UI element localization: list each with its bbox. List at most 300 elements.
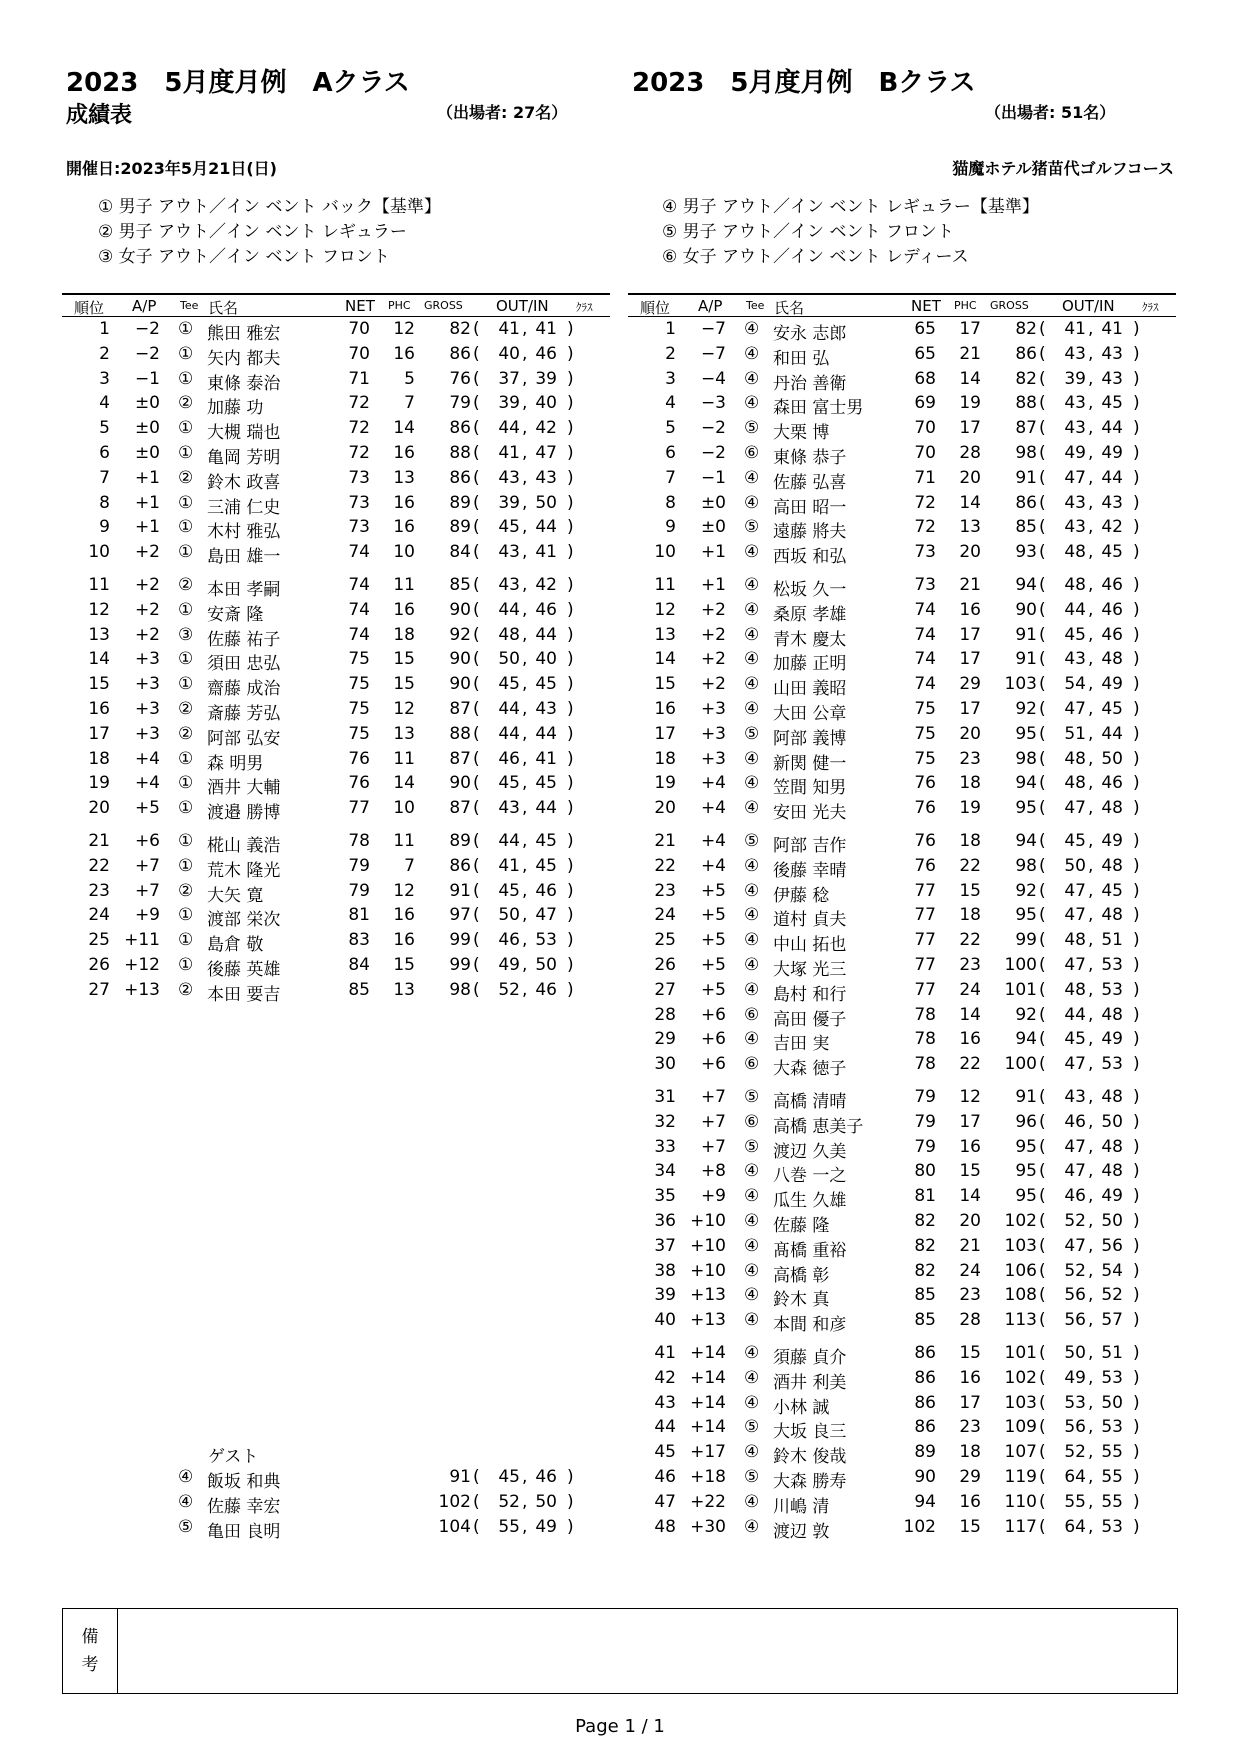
out-cell: 64 xyxy=(1064,1467,1086,1487)
tee-cell: ④ xyxy=(744,492,760,513)
ap-cell: +7 xyxy=(700,1111,726,1132)
remarks-box xyxy=(62,1608,1178,1694)
name-cell: 佐藤 弘喜 xyxy=(773,472,847,493)
paren-open: ( xyxy=(473,723,480,744)
rank-cell: 20 xyxy=(654,798,676,819)
table-row xyxy=(628,343,1176,368)
net-cell: 74 xyxy=(348,542,370,563)
paren-open: ( xyxy=(1039,418,1046,439)
comma: , xyxy=(522,855,528,876)
paren-close: ) xyxy=(1133,368,1140,389)
tee-cell: ① xyxy=(178,542,194,563)
name-cell: 須田 忠弘 xyxy=(207,654,281,675)
tee-cell: ① xyxy=(178,649,194,670)
table-row xyxy=(628,1004,1176,1029)
net-cell: 81 xyxy=(914,1186,936,1207)
gross-cell: 97 xyxy=(449,905,471,926)
net-cell: 86 xyxy=(914,1417,936,1438)
net-cell: 82 xyxy=(914,1235,936,1256)
ap-cell: +1 xyxy=(700,542,726,563)
net-cell: 90 xyxy=(914,1467,936,1487)
name-cell: 東條 泰治 xyxy=(207,373,281,394)
table-row xyxy=(62,417,610,442)
guest-row xyxy=(62,1491,610,1516)
ap-cell: +11 xyxy=(124,930,160,951)
net-cell: 79 xyxy=(914,1087,936,1107)
comma: , xyxy=(522,1467,528,1487)
ap-cell: +7 xyxy=(134,855,160,876)
ap-cell: −7 xyxy=(700,319,726,339)
in-cell: 46 xyxy=(535,979,557,1000)
in-cell: 44 xyxy=(1101,418,1123,439)
rank-cell: 24 xyxy=(654,905,676,926)
paren-open: ( xyxy=(1039,393,1046,414)
tee-cell: ④ xyxy=(744,979,760,1000)
out-cell: 48 xyxy=(498,624,520,645)
ap-cell: +5 xyxy=(700,880,726,901)
phc-cell: 15 xyxy=(393,955,415,975)
gross-cell: 99 xyxy=(1015,930,1037,951)
tee-cell: ④ xyxy=(178,1467,194,1487)
table-row xyxy=(628,1053,1176,1078)
paren-close: ) xyxy=(1133,599,1140,620)
rank-cell: 12 xyxy=(88,599,110,620)
paren-open: ( xyxy=(473,1491,480,1512)
paren-open: ( xyxy=(1039,905,1046,926)
tee-cell: ④ xyxy=(744,649,760,670)
tee-cell: ④ xyxy=(744,599,760,620)
in-cell: 53 xyxy=(1101,1516,1123,1537)
tee-cell: ④ xyxy=(744,1442,760,1463)
phc-cell: 17 xyxy=(959,418,981,439)
paren-close: ) xyxy=(1133,542,1140,563)
rank-cell: 13 xyxy=(654,624,676,645)
paren-open: ( xyxy=(1039,1516,1046,1537)
name-cell: 佐藤 幸宏 xyxy=(207,1496,281,1517)
ap-cell: −3 xyxy=(700,393,726,414)
phc-cell: 23 xyxy=(959,955,981,975)
ap-cell: +3 xyxy=(700,699,726,719)
in-cell: 55 xyxy=(1101,1467,1123,1487)
ap-cell: +3 xyxy=(700,748,726,769)
paren-close: ) xyxy=(567,467,574,488)
paren-open: ( xyxy=(473,674,480,695)
in-cell: 45 xyxy=(535,855,557,876)
phc-cell: 22 xyxy=(959,930,981,951)
tee-cell: ④ xyxy=(744,1161,760,1182)
rank-cell: 20 xyxy=(88,798,110,819)
phc-cell: 15 xyxy=(393,674,415,695)
rank-cell: 23 xyxy=(654,880,676,901)
class-a-entrants: （出場者: 27名） xyxy=(437,103,568,122)
guest-row xyxy=(62,1516,610,1541)
gross-cell: 92 xyxy=(1015,880,1037,901)
out-cell: 56 xyxy=(1064,1285,1086,1306)
net-cell: 70 xyxy=(348,343,370,364)
table-row xyxy=(62,772,610,797)
ap-cell: +4 xyxy=(700,855,726,876)
phc-cell: 14 xyxy=(393,418,415,439)
table-row xyxy=(62,624,610,649)
in-cell: 43 xyxy=(1101,368,1123,389)
in-cell: 50 xyxy=(1101,1111,1123,1132)
comma: , xyxy=(522,343,528,364)
paren-close: ) xyxy=(1133,1343,1140,1363)
in-cell: 47 xyxy=(535,905,557,926)
rank-cell: 15 xyxy=(88,674,110,695)
ap-cell: +3 xyxy=(134,723,160,744)
comma: , xyxy=(522,599,528,620)
out-cell: 40 xyxy=(498,343,520,364)
paren-open: ( xyxy=(473,1467,480,1487)
rank-cell: 19 xyxy=(88,773,110,794)
ap-cell: +1 xyxy=(134,492,160,513)
class-a-subtitle: 成績表 xyxy=(66,103,133,128)
tee-cell: ① xyxy=(178,599,194,620)
out-cell: 43 xyxy=(1064,343,1086,364)
paren-open: ( xyxy=(1039,1211,1046,1231)
net-cell: 77 xyxy=(348,798,370,819)
gross-cell: 85 xyxy=(1015,517,1037,538)
out-cell: 53 xyxy=(1064,1392,1086,1413)
gross-cell: 109 xyxy=(1004,1417,1037,1438)
gross-cell: 110 xyxy=(1004,1491,1037,1512)
rank-cell: 30 xyxy=(654,1054,676,1075)
tee-cell: ① xyxy=(178,418,194,439)
ap-cell: +18 xyxy=(690,1467,726,1487)
net-cell: 81 xyxy=(348,905,370,926)
paren-open: ( xyxy=(473,773,480,794)
event-date: 開催日:2023年5月21日(日) xyxy=(66,159,277,178)
paren-open: ( xyxy=(1039,649,1046,670)
table-row xyxy=(628,392,1176,417)
gross-cell: 91 xyxy=(1015,467,1037,488)
comma: , xyxy=(1088,855,1094,876)
paren-close: ) xyxy=(1133,930,1140,951)
tee-cell: ④ xyxy=(744,575,760,595)
name-cell: 吉田 実 xyxy=(773,1034,830,1055)
table-row xyxy=(628,1367,1176,1392)
name-cell: 島田 雄一 xyxy=(207,547,281,568)
ap-cell: +3 xyxy=(134,674,160,695)
table-row xyxy=(628,318,1176,343)
comma: , xyxy=(522,368,528,389)
name-cell: 本田 要吉 xyxy=(207,984,281,1005)
tee-cell: ① xyxy=(178,831,194,851)
col-outin: OUT/IN xyxy=(1062,297,1115,315)
out-cell: 44 xyxy=(498,831,520,851)
rank-cell: 36 xyxy=(654,1211,676,1231)
paren-close: ) xyxy=(1133,517,1140,538)
gross-cell: 102 xyxy=(438,1491,471,1512)
table-row xyxy=(628,1491,1176,1516)
net-cell: 71 xyxy=(914,467,936,488)
name-cell: 安斎 隆 xyxy=(207,604,264,625)
tee-cell: ⑥ xyxy=(744,1004,760,1025)
rank-cell: 40 xyxy=(654,1310,676,1331)
paren-open: ( xyxy=(473,517,480,538)
ap-cell: −7 xyxy=(700,343,726,364)
paren-close: ) xyxy=(567,1467,574,1487)
net-cell: 82 xyxy=(914,1211,936,1231)
paren-open: ( xyxy=(473,831,480,851)
paren-open: ( xyxy=(473,699,480,719)
comma: , xyxy=(1088,1367,1094,1388)
ap-cell: ±0 xyxy=(134,393,160,414)
out-cell: 39 xyxy=(1064,368,1086,389)
ap-cell: +2 xyxy=(134,599,160,620)
paren-close: ) xyxy=(1133,1161,1140,1182)
net-cell: 85 xyxy=(348,979,370,1000)
name-cell: 木村 雅弘 xyxy=(207,522,281,543)
rank-cell: 19 xyxy=(654,773,676,794)
paren-close: ) xyxy=(567,1516,574,1537)
out-cell: 55 xyxy=(498,1516,520,1537)
tee-cell: ⑥ xyxy=(744,1054,760,1075)
phc-cell: 14 xyxy=(959,1004,981,1025)
name-cell: 渡辺 敦 xyxy=(773,1521,830,1542)
gross-cell: 89 xyxy=(449,492,471,513)
col-tee: Tee xyxy=(180,299,199,312)
gross-cell: 103 xyxy=(1004,1235,1037,1256)
net-cell: 75 xyxy=(348,674,370,695)
ap-cell: +3 xyxy=(700,723,726,744)
rank-cell: 43 xyxy=(654,1392,676,1413)
paren-open: ( xyxy=(473,624,480,645)
in-cell: 46 xyxy=(1101,773,1123,794)
gross-cell: 103 xyxy=(1004,674,1037,695)
paren-close: ) xyxy=(1133,1417,1140,1438)
phc-cell: 18 xyxy=(959,1442,981,1463)
gross-cell: 102 xyxy=(1004,1367,1037,1388)
net-cell: 75 xyxy=(914,699,936,719)
ap-cell: +4 xyxy=(700,798,726,819)
rank-cell: 10 xyxy=(88,542,110,563)
paren-close: ) xyxy=(1133,955,1140,975)
net-cell: 76 xyxy=(348,748,370,769)
phc-cell: 20 xyxy=(959,723,981,744)
rank-cell: 2 xyxy=(99,343,110,364)
tee-cell: ⑤ xyxy=(744,1136,760,1157)
in-cell: 52 xyxy=(1101,1285,1123,1306)
out-cell: 50 xyxy=(1064,855,1086,876)
tee-cell: ① xyxy=(178,368,194,389)
comma: , xyxy=(1088,1004,1094,1025)
phc-cell: 7 xyxy=(404,855,415,876)
rank-cell: 16 xyxy=(88,699,110,719)
gross-cell: 95 xyxy=(1015,1161,1037,1182)
in-cell: 47 xyxy=(535,443,557,463)
paren-close: ) xyxy=(567,517,574,538)
table-row xyxy=(628,772,1176,797)
net-cell: 74 xyxy=(348,575,370,595)
rank-cell: 26 xyxy=(654,955,676,975)
ap-cell: +13 xyxy=(690,1310,726,1331)
in-cell: 46 xyxy=(535,880,557,901)
comma: , xyxy=(522,798,528,819)
gross-cell: 93 xyxy=(1015,542,1037,563)
comma: , xyxy=(1088,1285,1094,1306)
in-cell: 49 xyxy=(1101,831,1123,851)
name-cell: 安永 志郎 xyxy=(773,324,847,344)
in-cell: 45 xyxy=(1101,699,1123,719)
paren-open: ( xyxy=(1039,1029,1046,1050)
paren-close: ) xyxy=(567,368,574,389)
name-cell: 小林 誠 xyxy=(773,1397,830,1418)
paren-close: ) xyxy=(1133,1136,1140,1157)
tee-cell: ④ xyxy=(178,1491,194,1512)
paren-open: ( xyxy=(1039,798,1046,819)
tee-cell: ④ xyxy=(744,1310,760,1331)
tee-cell: ⑤ xyxy=(744,517,760,538)
name-cell: 亀岡 芳明 xyxy=(207,448,281,468)
name-cell: 矢内 都夫 xyxy=(207,348,281,369)
out-cell: 52 xyxy=(1064,1260,1086,1281)
net-cell: 102 xyxy=(903,1516,936,1537)
paren-close: ) xyxy=(567,979,574,1000)
net-cell: 74 xyxy=(348,624,370,645)
table-row xyxy=(628,830,1176,855)
col-rank: 順位 xyxy=(640,299,671,317)
comma: , xyxy=(1088,1516,1094,1537)
paren-close: ) xyxy=(1133,831,1140,851)
ap-cell: +1 xyxy=(700,575,726,595)
tee-cell: ④ xyxy=(744,1029,760,1050)
name-cell: 本田 孝嗣 xyxy=(207,580,281,600)
net-cell: 77 xyxy=(914,979,936,1000)
name-cell: 鈴木 俊哉 xyxy=(773,1447,847,1468)
paren-close: ) xyxy=(1133,1235,1140,1256)
comma: , xyxy=(1088,1343,1094,1363)
name-cell: 大森 徳子 xyxy=(773,1059,847,1080)
in-cell: 44 xyxy=(1101,467,1123,488)
name-cell: 笠間 知男 xyxy=(773,778,847,799)
out-cell: 64 xyxy=(1064,1516,1086,1537)
gross-cell: 90 xyxy=(1015,599,1037,620)
paren-open: ( xyxy=(1039,880,1046,901)
gross-cell: 100 xyxy=(1004,1054,1037,1075)
comma: , xyxy=(1088,1392,1094,1413)
phc-cell: 20 xyxy=(959,1211,981,1231)
net-cell: 72 xyxy=(348,393,370,414)
name-cell: 渡邉 勝博 xyxy=(207,803,281,824)
phc-cell: 14 xyxy=(959,368,981,389)
comma: , xyxy=(522,773,528,794)
phc-cell: 16 xyxy=(393,599,415,620)
comma: , xyxy=(1088,930,1094,951)
name-cell: 大田 公章 xyxy=(773,704,847,724)
paren-close: ) xyxy=(1133,492,1140,513)
in-cell: 42 xyxy=(535,575,557,595)
net-cell: 75 xyxy=(348,649,370,670)
out-cell: 43 xyxy=(1064,418,1086,439)
rank-cell: 29 xyxy=(654,1029,676,1050)
paren-open: ( xyxy=(473,418,480,439)
paren-open: ( xyxy=(1039,492,1046,513)
paren-open: ( xyxy=(1039,319,1046,339)
table-row xyxy=(628,855,1176,880)
in-cell: 45 xyxy=(1101,542,1123,563)
name-cell: 荒木 隆光 xyxy=(207,860,281,881)
ap-cell: +4 xyxy=(700,773,726,794)
net-cell: 78 xyxy=(348,831,370,851)
out-cell: 46 xyxy=(498,748,520,769)
comma: , xyxy=(522,575,528,595)
paren-open: ( xyxy=(1039,699,1046,719)
paren-open: ( xyxy=(1039,1004,1046,1025)
paren-open: ( xyxy=(1039,1467,1046,1487)
name-cell: 新関 健一 xyxy=(773,753,847,774)
net-cell: 86 xyxy=(914,1367,936,1388)
out-cell: 47 xyxy=(1064,905,1086,926)
comma: , xyxy=(522,1516,528,1537)
in-cell: 48 xyxy=(1101,855,1123,876)
table-row xyxy=(628,442,1176,467)
net-cell: 94 xyxy=(914,1491,936,1512)
table-row xyxy=(62,929,610,954)
ap-cell: +3 xyxy=(134,649,160,670)
rank-cell: 32 xyxy=(654,1111,676,1132)
tee-item: ③ 女子 アウト／イン ベント フロント xyxy=(98,247,390,267)
gross-cell: 94 xyxy=(1015,1029,1037,1050)
remarks-label xyxy=(63,1609,118,1693)
rank-cell: 35 xyxy=(654,1186,676,1207)
table-row xyxy=(628,648,1176,673)
table-row xyxy=(62,830,610,855)
out-cell: 47 xyxy=(1064,1161,1086,1182)
out-cell: 45 xyxy=(1064,831,1086,851)
paren-open: ( xyxy=(473,467,480,488)
name-cell: 松坂 久一 xyxy=(773,580,847,600)
table-row xyxy=(62,318,610,343)
comma: , xyxy=(1088,674,1094,695)
gross-cell: 87 xyxy=(449,748,471,769)
ap-cell: +14 xyxy=(690,1367,726,1388)
paren-open: ( xyxy=(473,979,480,1000)
tee-cell: ⑤ xyxy=(744,418,760,439)
net-cell: 72 xyxy=(348,443,370,463)
name-cell: 阿部 弘安 xyxy=(207,728,281,749)
paren-close: ) xyxy=(567,905,574,926)
ap-cell: +5 xyxy=(700,979,726,1000)
table-row xyxy=(628,954,1176,979)
phc-cell: 16 xyxy=(959,1029,981,1050)
net-cell: 78 xyxy=(914,1054,936,1075)
in-cell: 43 xyxy=(535,699,557,719)
comma: , xyxy=(1088,624,1094,645)
rank-cell: 17 xyxy=(654,723,676,744)
rank-cell: 11 xyxy=(654,575,676,595)
rank-cell: 17 xyxy=(88,723,110,744)
net-cell: 78 xyxy=(914,1029,936,1050)
name-cell: 酒井 利美 xyxy=(773,1372,847,1393)
phc-cell: 16 xyxy=(959,1367,981,1388)
paren-open: ( xyxy=(473,955,480,975)
net-cell: 75 xyxy=(914,723,936,744)
paren-close: ) xyxy=(1133,699,1140,719)
net-cell: 74 xyxy=(914,674,936,695)
tee-cell: ④ xyxy=(744,773,760,794)
in-cell: 49 xyxy=(1101,1029,1123,1050)
paren-open: ( xyxy=(1039,748,1046,769)
name-cell: 高田 優子 xyxy=(773,1009,847,1030)
phc-cell: 13 xyxy=(393,723,415,744)
paren-close: ) xyxy=(1133,1087,1140,1107)
tee-item: ⑥ 女子 アウト／イン ベント レディース xyxy=(662,247,969,267)
in-cell: 44 xyxy=(1101,723,1123,744)
rank-cell: 7 xyxy=(665,467,676,488)
in-cell: 42 xyxy=(1101,517,1123,538)
